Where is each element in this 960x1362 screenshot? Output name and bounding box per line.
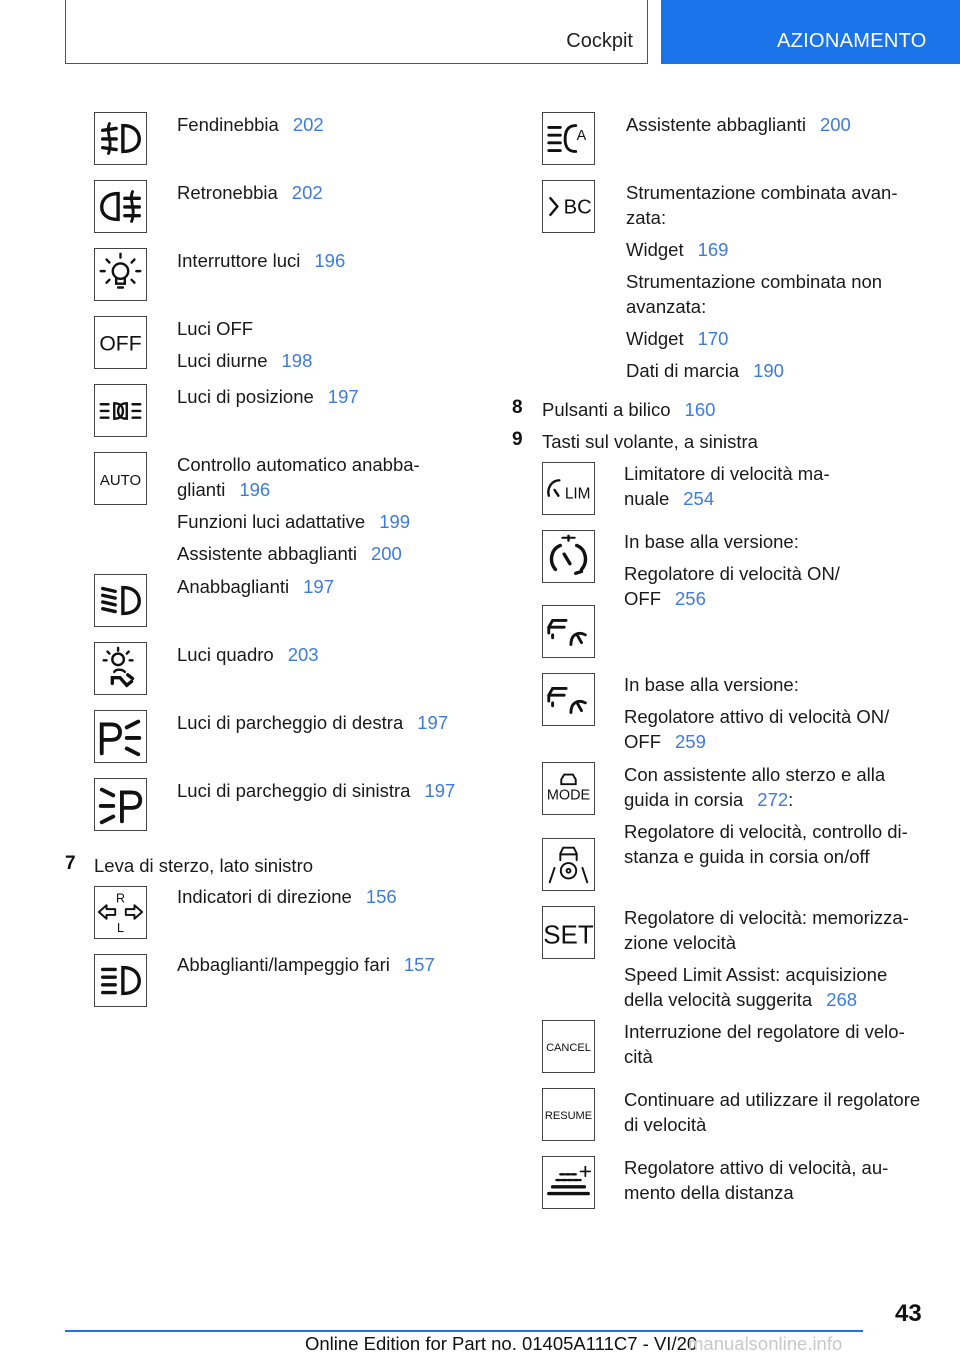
svg-text:R: R <box>115 891 126 906</box>
list-item: Luci di parcheggio di destra 197 <box>177 712 449 733</box>
list-item: Abbaglianti/lampeggio fari 157 <box>177 954 435 975</box>
instrument-lighting-icon <box>94 642 147 695</box>
page-ref-link[interactable]: 160 <box>684 399 716 420</box>
item-number: 8 <box>512 397 523 418</box>
page-ref-link[interactable]: 268 <box>826 989 858 1010</box>
page-ref-link[interactable]: 170 <box>697 328 729 349</box>
page-ref-link[interactable]: 169 <box>697 239 729 260</box>
low-beam-icon <box>94 574 147 627</box>
list-item: Retronebbia 202 <box>177 182 323 203</box>
page-ref-link[interactable]: 200 <box>370 543 402 564</box>
list-item: mento della distanza <box>624 1182 794 1203</box>
list-item: Luci di posizione 197 <box>177 386 359 407</box>
header-section-title: Cockpit <box>566 30 633 52</box>
list-item: In base alla versione: <box>624 674 799 695</box>
edition-text: Online Edition for Part no. 01405A111C7 - VI/20 <box>305 1333 698 1354</box>
auto-icon <box>94 452 147 505</box>
list-item: Luci quadro 203 <box>177 644 319 665</box>
page-ref-link[interactable]: 259 <box>675 731 706 752</box>
list-item: Regolatore di velocità: memorizza- <box>624 907 909 928</box>
list-item: Regolatore attivo di velocità ON/ <box>624 706 890 727</box>
list-item: Luci di parcheggio di sinistra 197 <box>177 780 456 801</box>
list-item: Strumentazione combinata non <box>626 271 883 292</box>
svg-text:L: L <box>117 921 124 936</box>
list-item: Assistente abbaglianti 200 <box>626 114 851 135</box>
list-item: Indicatori di direzione 156 <box>177 886 397 907</box>
turn-signal-icon <box>94 886 147 939</box>
page-ref-link[interactable]: 272 <box>757 789 789 810</box>
page-ref-link[interactable]: 156 <box>365 886 397 907</box>
svg-text:OFF: OFF <box>99 332 142 356</box>
list-item: In base alla versione: <box>624 531 799 552</box>
list-item: OFF 259 <box>624 731 706 752</box>
watermark: manualsonline.info <box>688 1333 843 1354</box>
page-ref-link[interactable]: 198 <box>281 350 313 371</box>
svg-text:RESUME: RESUME <box>544 1109 593 1122</box>
page-ref-link[interactable]: 199 <box>379 511 411 532</box>
resume-icon <box>542 1088 595 1141</box>
steering-assist-icon <box>542 838 595 891</box>
list-item: stanza e guida in corsia on/off <box>624 846 870 867</box>
list-item: Luci diurne 198 <box>177 350 313 371</box>
svg-text:AUTO: AUTO <box>99 472 142 489</box>
high-beam-assist-icon <box>542 112 595 165</box>
active-cruise-control-icon <box>542 605 595 658</box>
list-item: Controllo automatico anabba- <box>177 454 420 475</box>
page-ref-link[interactable]: 197 <box>417 712 449 733</box>
page-ref-link[interactable]: 254 <box>683 488 715 509</box>
list-item: Pulsanti a bilico 160 <box>542 399 716 420</box>
list-item: Regolatore di velocità, controllo di- <box>624 821 908 842</box>
page-ref-link[interactable]: 190 <box>753 360 784 381</box>
list-item: Con assistente allo sterzo e alla <box>624 764 886 785</box>
list-item: Limitatore di velocità ma- <box>624 463 830 484</box>
list-item: Leva di sterzo, lato sinistro <box>94 855 314 876</box>
list-item: Strumentazione combinata avan- <box>626 182 898 203</box>
svg-text:BC: BC <box>563 196 592 219</box>
list-item: della velocità suggerita 268 <box>624 989 858 1010</box>
page-ref-link[interactable]: 256 <box>675 588 706 609</box>
list-item: guida in corsia 272: <box>624 789 794 810</box>
page-ref-link[interactable]: 202 <box>291 182 323 203</box>
header-chapter-tab[interactable] <box>661 0 960 64</box>
list-item: Speed Limit Assist: acquisizione <box>624 964 888 985</box>
page-ref-link[interactable]: 197 <box>303 576 334 597</box>
page-ref-link[interactable]: 203 <box>287 644 319 665</box>
list-item: cità <box>624 1046 653 1067</box>
header-section-box <box>65 0 648 64</box>
active-cruise-control-icon <box>542 673 595 726</box>
front-fog-light-icon <box>94 112 147 165</box>
high-beam-icon <box>94 954 147 1007</box>
page-ref-link[interactable]: 157 <box>403 954 435 975</box>
page-number: 43 <box>895 1300 922 1327</box>
bc-icon <box>542 180 595 233</box>
list-item: nuale 254 <box>624 488 715 509</box>
cancel-icon <box>542 1020 595 1073</box>
set-icon <box>542 906 595 959</box>
list-item: Interruttore luci 196 <box>177 250 346 271</box>
rear-fog-light-icon <box>94 180 147 233</box>
parking-light-right-icon <box>94 710 147 763</box>
list-item: Luci OFF <box>177 318 254 339</box>
position-lights-icon <box>94 384 147 437</box>
page-ref-link[interactable]: 196 <box>314 250 346 271</box>
svg-text:A: A <box>576 127 587 144</box>
list-item: Anabbaglianti 197 <box>177 576 334 597</box>
list-item: di velocità <box>624 1114 707 1135</box>
list-item: Funzioni luci adattative 199 <box>177 511 411 532</box>
list-item: Interruzione del regolatore di velo- <box>624 1021 905 1042</box>
svg-text:MODE: MODE <box>546 787 591 804</box>
list-item: avanzata: <box>626 296 707 317</box>
list-item: zione velocità <box>624 932 737 953</box>
item-number: 7 <box>65 853 76 874</box>
page-ref-link[interactable]: 197 <box>327 386 359 407</box>
speed-limiter-icon <box>542 462 595 515</box>
off-icon <box>94 316 147 369</box>
list-item: Widget 170 <box>626 328 729 349</box>
list-item: Regolatore attivo di velocità, au- <box>624 1157 889 1178</box>
page-ref-link[interactable]: 196 <box>239 479 271 500</box>
cruise-control-icon <box>542 530 595 583</box>
list-item: Dati di marcia 190 <box>626 360 784 381</box>
list-item: Widget 169 <box>626 239 729 260</box>
svg-text:SET: SET <box>543 919 594 950</box>
footer-divider <box>65 1330 863 1332</box>
list-item: OFF 256 <box>624 588 706 609</box>
list-item: Regolatore di velocità ON/ <box>624 563 840 584</box>
page-ref-link[interactable]: 200 <box>819 114 851 135</box>
list-item: glianti 196 <box>177 479 271 500</box>
page-ref-link[interactable]: 197 <box>424 780 456 801</box>
list-item: Assistente abbaglianti 200 <box>177 543 402 564</box>
page-ref-link[interactable]: 202 <box>292 114 324 135</box>
light-switch-icon <box>94 248 147 301</box>
item-number: 9 <box>512 429 523 450</box>
mode-icon <box>542 762 595 815</box>
list-item: Tasti sul volante, a sinistra <box>542 431 758 452</box>
parking-light-left-icon <box>94 778 147 831</box>
list-item: zata: <box>626 207 667 228</box>
svg-text:CANCEL: CANCEL <box>546 1041 591 1054</box>
svg-text:LIM: LIM <box>564 485 591 503</box>
header-chapter-title: AZIONAMENTO <box>777 30 927 52</box>
list-item: Continuare ad utilizzare il regolatore <box>624 1089 921 1110</box>
list-item: Fendinebbia 202 <box>177 114 324 135</box>
distance-increase-icon <box>542 1156 595 1209</box>
